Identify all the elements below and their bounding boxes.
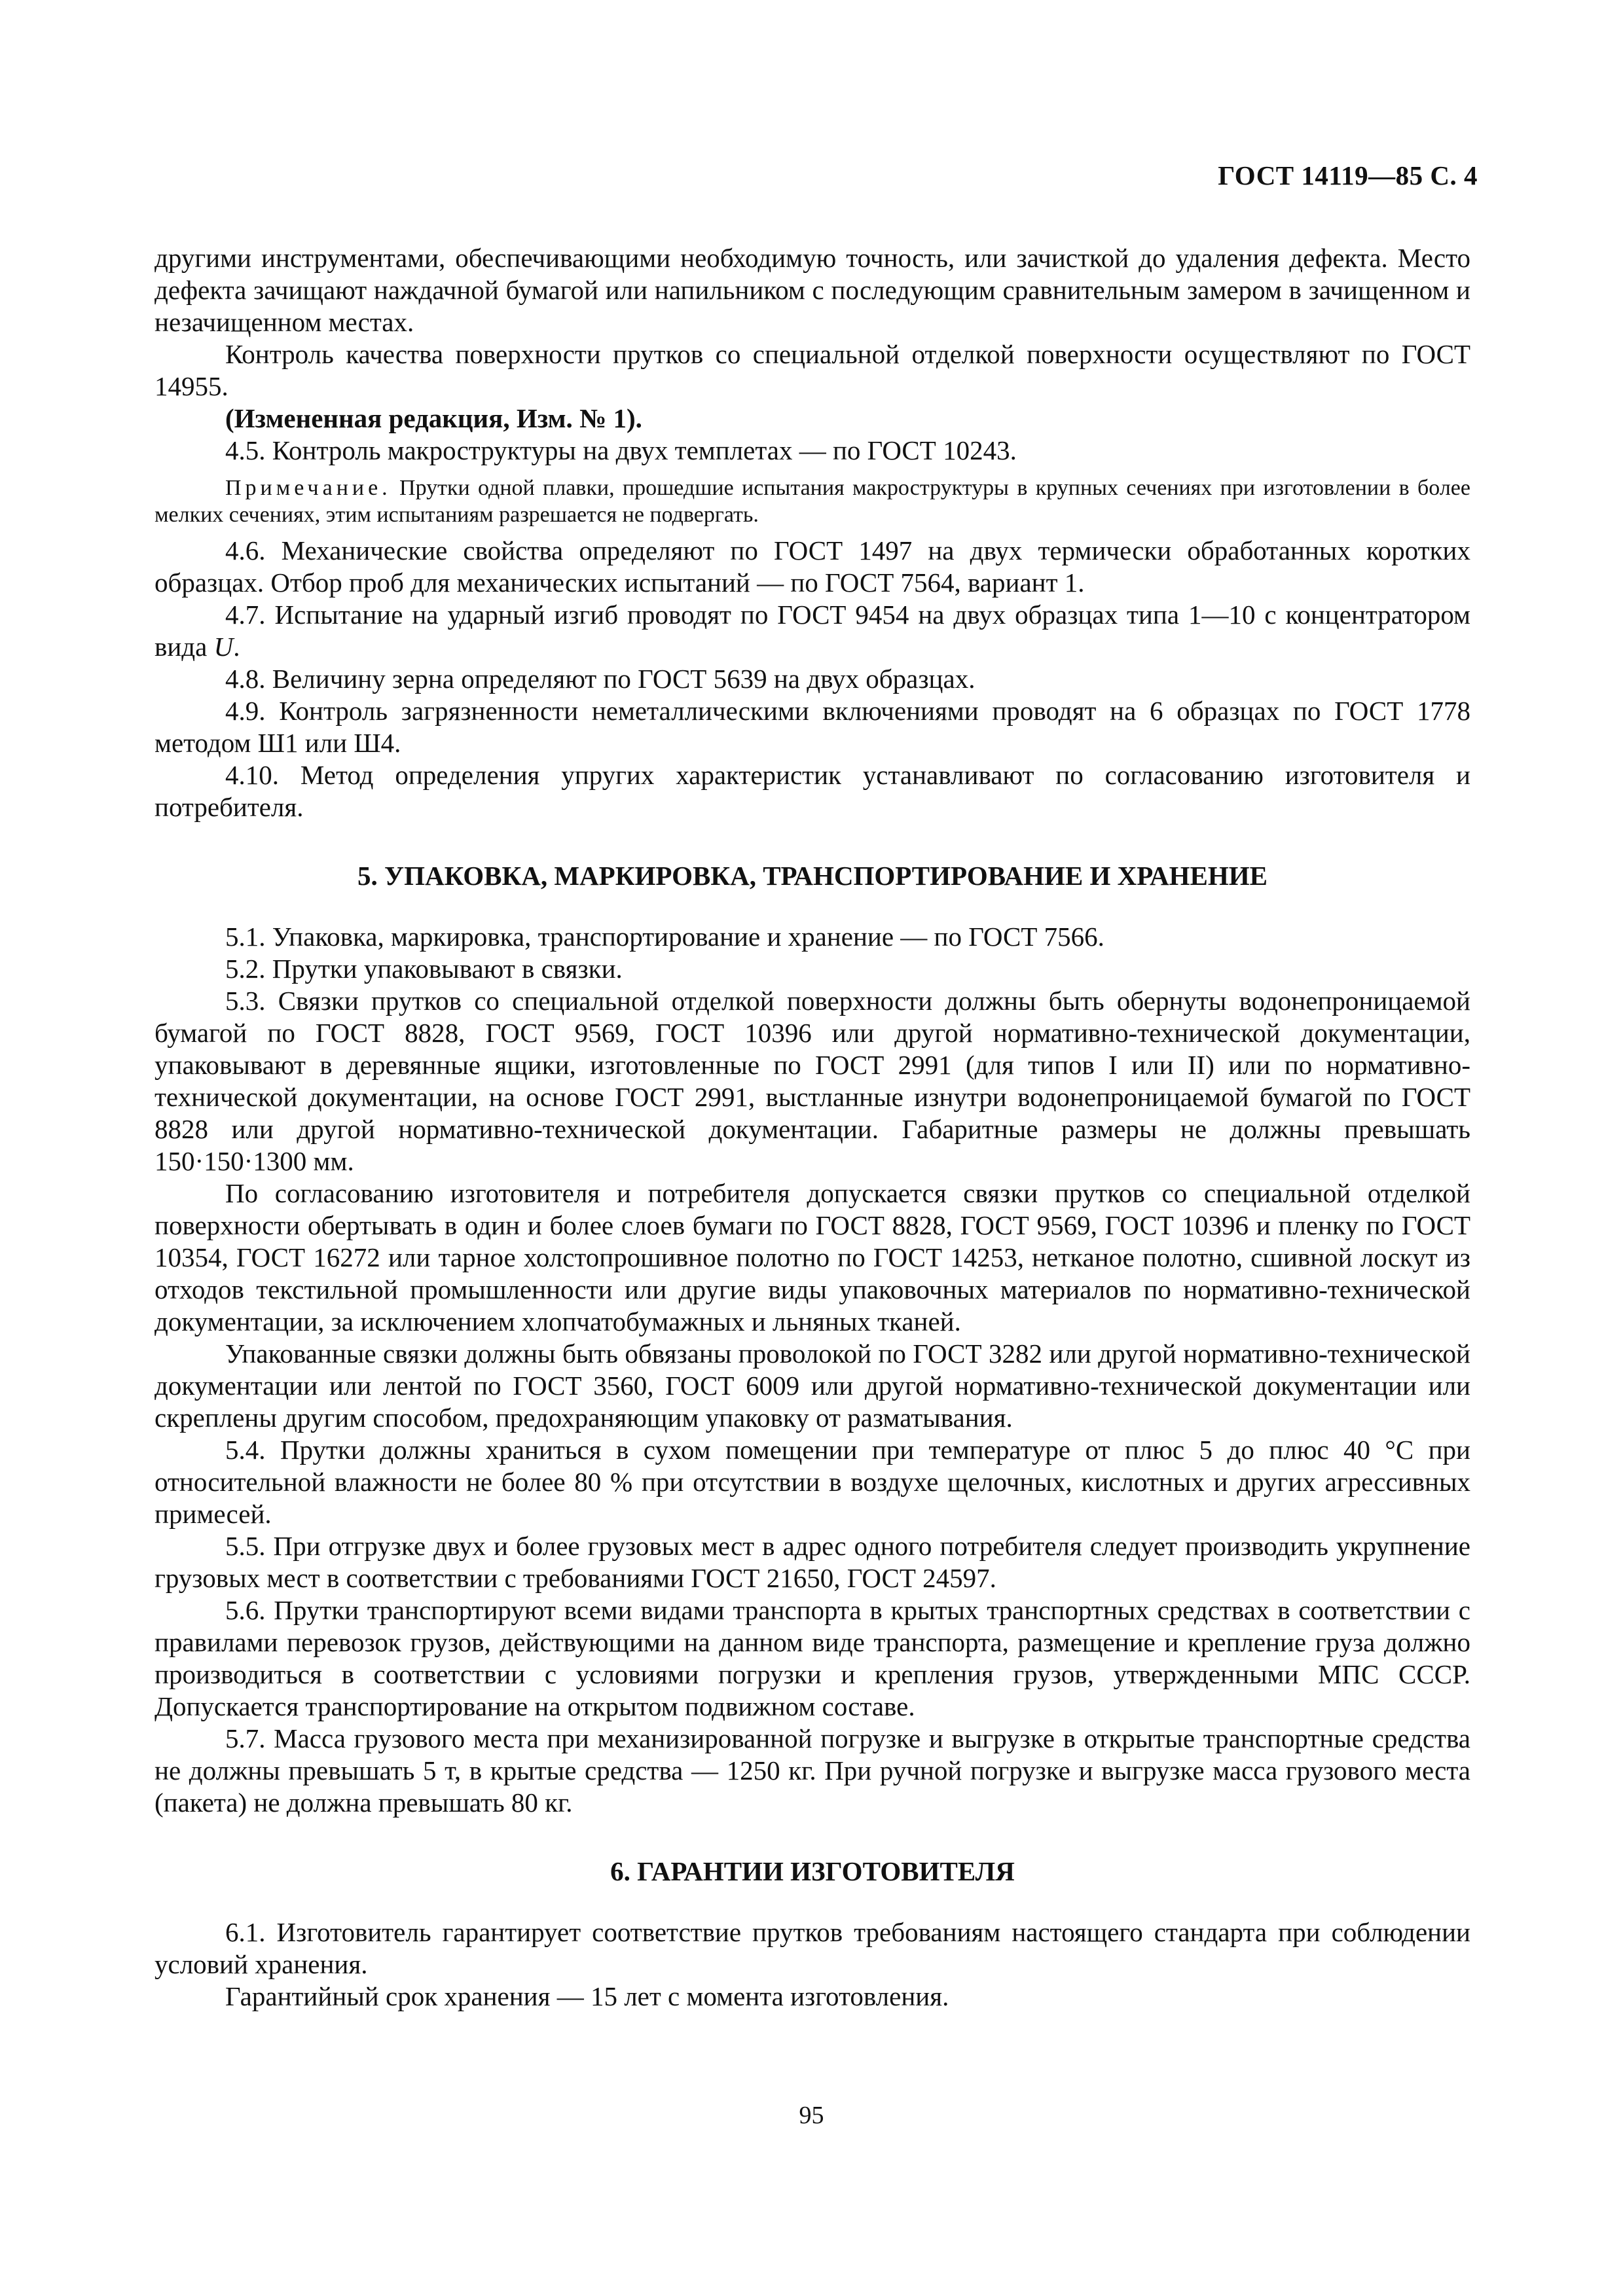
section-5-title: 5. УПАКОВКА, МАРКИРОВКА, ТРАНСПОРТИРОВАНИЕ И ХРАНЕНИЕ [357, 861, 1268, 891]
note-paragraph [155, 475, 1470, 528]
clause-4-5: 4.5. Контроль макроструктуры на двух темплетах — по ГОСТ 10243. [225, 435, 1017, 465]
clause-5-5: 5.5. При отгрузке двух и более грузовых мест в адрес одного потребителя следует производить укрупнение грузовых мест в соответствии с требованиями ГОСТ 21650, ГОСТ 24597. [155, 1531, 1470, 1593]
clause-4-7-end: . [233, 632, 240, 662]
clause-5-7: 5.7. Масса грузового места при механизированной погрузке и выгрузке в открытые транспортные средства не должны превышать 5 т, в крытые средства — 1250 кг. При ручной погрузке и выгрузке масса грузового места (пакета) не должна превышать 80 кг. [155, 1723, 1470, 1818]
clause-4-10: 4.10. Метод определения упругих характеристик устанавливают по согласованию изготовителя и потребителя. [155, 760, 1470, 822]
paragraph-continued: другими инструментами, обеспечивающими необходимую точность, или зачисткой до удаления дефекта. Место дефекта зачищают наждачной бумагой или напильником с последующим сравнительным замером в зачищенном и незачищенном местах. [155, 243, 1470, 337]
amendment-note: (Измененная редакция, Изм. № 1). [225, 403, 642, 433]
clause-4-7-text: 4.7. Испытание на ударный изгиб проводят по ГОСТ 9454 на двух образцах типа 1—10 с концентратором вида [155, 600, 1470, 662]
clause-4-6: 4.6. Механические свойства определяют по ГОСТ 1497 на двух термически обработанных коротких образцах. Отбор проб для механических испытаний — по ГОСТ 7564, вариант 1. [155, 535, 1470, 598]
clause-5-3-binding: Упакованные связки должны быть обвязаны проволокой по ГОСТ 3282 или другой нормативно-технической документации или лентой по ГОСТ 3560, ГОСТ 6009 или другой нормативно-технической документации или скреплены другим способом, предохраняющим упаковку от разматывания. [155, 1338, 1470, 1433]
clause-warranty-period: Гарантийный срок хранения — 15 лет с момента изготовления. [225, 1981, 949, 2011]
note-label: Примечание. [225, 476, 392, 500]
clause-4-8: 4.8. Величину зерна определяют по ГОСТ 5639 на двух образцах. [225, 664, 976, 694]
clause-5-3: 5.3. Связки прутков со специальной отделкой поверхности должны быть обернуты водонепроницаемой бумагой по ГОСТ 8828, ГОСТ 9569, ГОСТ 10396 или другой нормативно-технической документации, упаковывают в деревянные ящики, изготовленные по ГОСТ 2991 (для типов I или II) или по нормативно-технической документации, на основе ГОСТ 2991, выстланные изнутри водонепроницаемой бумагой по ГОСТ 8828 или другой нормативно-технической документации. Габаритные размеры не должны превышать 150·150·1300 мм. [155, 986, 1470, 1176]
clause-4-7-symbol: U [213, 632, 234, 662]
document-body [155, 242, 1470, 2013]
page-header: ГОСТ 14119—85 С. 4 [1218, 160, 1478, 190]
clause-5-4: 5.4. Прутки должны храниться в сухом помещении при температуре от плюс 5 до плюс 40 °С при относительной влажности не более 80 % при отсутствии в воздухе щелочных, кислотных и других агрессивных примесей. [155, 1435, 1470, 1529]
note-text: Прутки одной плавки, прошедшие испытания макроструктуры в крупных сечениях при изготовлении в более мелких сечениях, этим испытаниям разрешается не подвергать. [155, 476, 1470, 527]
clause-6-1: 6.1. Изготовитель гарантирует соответствие прутков требованиям настоящего стандарта при соблюдении условий хранения. [155, 1917, 1470, 1979]
paragraph-surface-control: Контроль качества поверхности прутков со специальной отделкой поверхности осуществляют по ГОСТ 14955. [155, 339, 1470, 401]
section-6-title: 6. ГАРАНТИИ ИЗГОТОВИТЕЛЯ [610, 1856, 1015, 1886]
clause-5-3-agreement: По согласованию изготовителя и потребителя допускается связки прутков со специальной отделкой поверхности обертывать в один и более слоев бумаги по ГОСТ 8828, ГОСТ 9569, ГОСТ 10396 и пленку по ГОСТ 10354, ГОСТ 16272 или тарное холстопрошивное полотно по ГОСТ 14253, нетканое полотно, сшивной лоскут из отходов текстильной промышленности или другие виды упаковочных материалов по нормативно-технической документации, за исключением хлопчатобумажных и льняных тканей. [155, 1178, 1470, 1336]
clause-5-2: 5.2. Прутки упаковывают в связки. [225, 954, 623, 984]
clause-4-7 [155, 599, 1470, 663]
page-number: 95 [799, 2102, 824, 2129]
clause-5-6: 5.6. Прутки транспортируют всеми видами транспорта в крытых транспортных средствах в соответствии с правилами перевозок грузов, действующими на данном виде транспорта, размещение и крепление груза должно производиться в соответствии с условиями погрузки и крепления грузов, утвержденными МПС СССР. Допускается транспортирование на открытом подвижном составе. [155, 1595, 1470, 1721]
clause-4-9: 4.9. Контроль загрязненности неметаллическими включениями проводят на 6 образцах по ГОСТ 1778 методом Ш1 или Ш4. [155, 696, 1470, 758]
clause-5-1: 5.1. Упаковка, маркировка, транспортирование и хранение — по ГОСТ 7566. [225, 922, 1104, 952]
